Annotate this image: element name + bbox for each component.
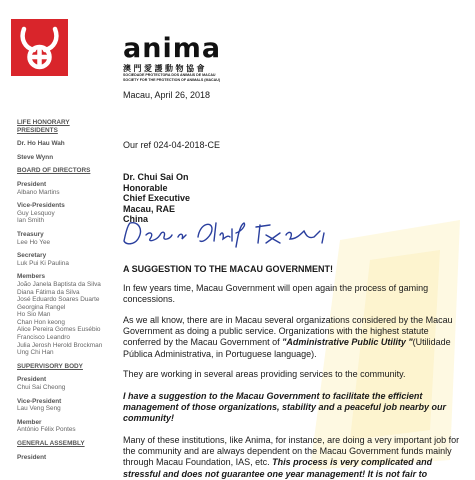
emphasis-text: "Administrative Public Utility " — [282, 337, 413, 348]
sidebar — [17, 119, 117, 461]
role-people — [17, 189, 117, 197]
letter-date: Macau, April 26, 2018 — [123, 90, 211, 100]
role-people — [17, 281, 117, 357]
bull-head-icon — [11, 19, 68, 76]
emphasis-text: This process is very complicated and stressful and does not guarantee one year management! It is not fair to — [123, 457, 433, 479]
brand-english-name: SOCIETY FOR THE PROTECTION OF ANIMALS (MACAU) — [123, 77, 221, 82]
person-name: Francisco Leandro — [17, 334, 70, 342]
role-people — [17, 426, 117, 434]
paragraph-text: Many of these institutions, like Anima, for instance, are doing a very important job for the community and are always dependent on the Macau Government funds mainly through Macau Foundation, IAS, etc. — [123, 435, 460, 468]
board-heading: BOARD OF DIRECTORS — [17, 167, 91, 175]
anima-logo — [11, 19, 68, 76]
role-label: President — [17, 453, 47, 461]
role-label: Treasury — [17, 230, 44, 238]
address-line: China — [123, 214, 149, 225]
person-name: Chui Sai Cheong — [17, 384, 66, 392]
person-name: Chan Hon keong — [17, 318, 65, 326]
person-name: Luk Pui Ki Paulina — [17, 259, 69, 267]
general-assembly-heading: GENERAL ASSEMBLY — [17, 440, 85, 447]
person-name: Albano Martins — [17, 188, 60, 196]
person-name: Lau Veng Seng — [17, 405, 61, 413]
person-name: António Félix Pontes — [17, 426, 76, 434]
life-president: Steve Wynn — [17, 153, 54, 161]
address-line: Honorable — [123, 182, 168, 193]
paragraph-text: (Utilidade Pública Administrativa, in Portuguese language). — [123, 337, 451, 359]
role-people — [17, 210, 117, 225]
supervisory-heading: SUPERVISORY BODY — [17, 362, 83, 370]
brand-name: anima — [123, 33, 222, 64]
role-people — [17, 405, 117, 413]
person-name: João Janela Baptista da Silva — [17, 280, 101, 288]
life-presidents-heading: LIFE HONORARY PRESIDENTS — [17, 119, 70, 134]
person-name: José Eduardo Soares Duarte — [17, 296, 100, 304]
brand-chinese-name: 澳門愛護動物協會 — [123, 64, 207, 73]
role-label: Vice-President — [17, 397, 62, 405]
life-president: Dr. Ho Hau Wah — [17, 140, 65, 148]
person-name: Ian Smith — [17, 217, 44, 225]
role-label: Member — [17, 418, 42, 426]
address-line: Macau, RAE — [123, 203, 176, 214]
role-label: Members — [17, 273, 46, 281]
address-line: Dr. Chui Sai On — [123, 172, 189, 182]
paragraph — [123, 435, 469, 480]
paragraph-emphasis: I have a suggestion to the Macau Government to facilitate the efficient management of those organizations, stability and a peaceful job nearby our community! — [123, 391, 447, 424]
paragraph: In few years time, Macau Government will open again the process of gaming concessions. — [123, 283, 429, 305]
paragraph: They are working in several areas providing services to the community. — [123, 369, 406, 379]
address-line: Chief Executive — [123, 193, 191, 204]
person-name: Lee Ho Yee — [17, 238, 51, 246]
handwritten-salutation — [120, 217, 330, 251]
role-people — [17, 384, 117, 392]
role-label: Secretary — [17, 252, 47, 260]
letter-title: A SUGGESTION TO THE MACAU GOVERNMENT! — [123, 264, 334, 274]
person-name: Diana Fátima da Silva — [17, 288, 80, 296]
paragraph-text: As we all know, there are in Macau several organizations considered by the Macau Government as doing a public service. Organizations with the highest statute conferred by the Macau Government of — [123, 315, 453, 348]
role-label: President — [17, 376, 47, 384]
role-label: President — [17, 180, 47, 188]
person-name: Georgina Rangel — [17, 303, 66, 311]
person-name: Alice Pereira Gomes Eusébio — [17, 326, 101, 334]
person-name: Guy Lesquoy — [17, 209, 55, 217]
person-name: Ho Sio Man — [17, 311, 51, 319]
brand-header — [123, 33, 222, 82]
paragraph — [123, 315, 469, 360]
role-label: Vice-Presidents — [17, 202, 65, 210]
role-people — [17, 260, 117, 268]
brand-portuguese-name: SOCIEDADE PROTECTORA DOS ANIMAIS DE MACAU — [123, 73, 216, 77]
letter-reference: Our ref 024-04-2018-CE — [123, 140, 221, 150]
person-name: Ung Chi Han — [17, 349, 54, 357]
role-people — [17, 239, 117, 247]
person-name: Julia Jerosh Herold Brockman — [17, 341, 103, 349]
